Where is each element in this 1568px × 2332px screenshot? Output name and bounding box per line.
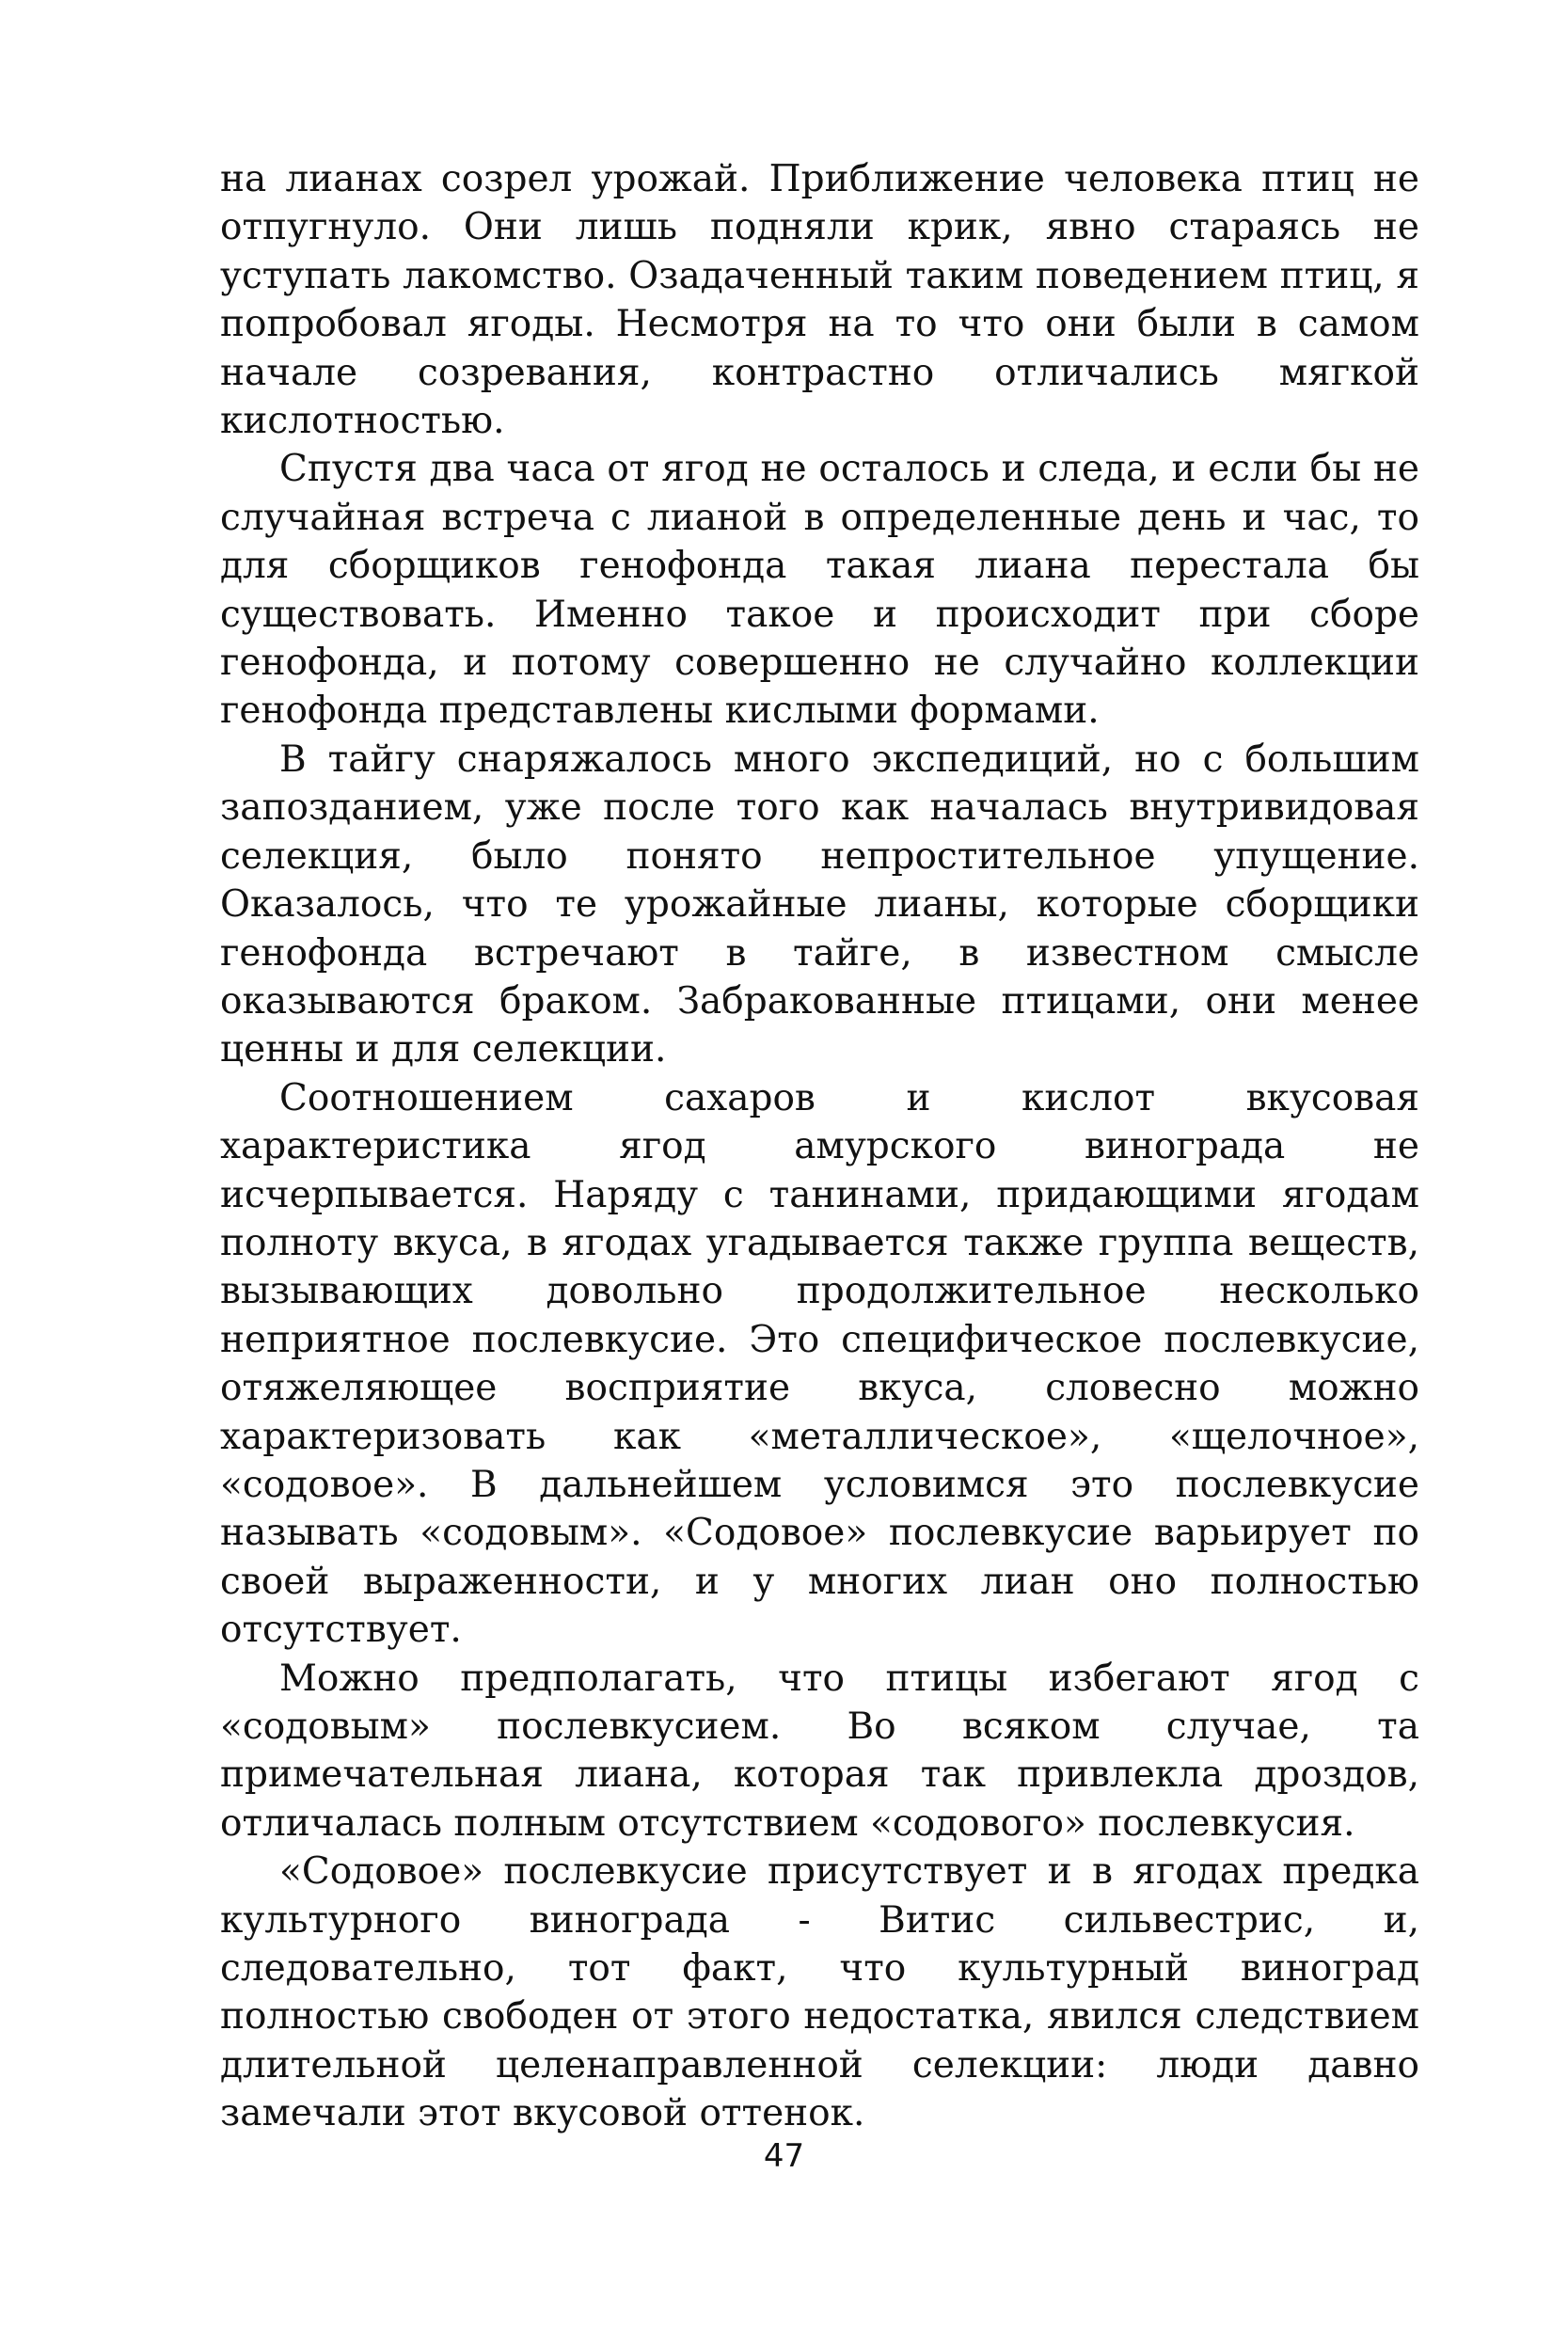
paragraph: Соотношением сахаров и кислот вкусовая характеристика ягод амурского винограда не исчерпывается. Наряду с танинами, придающими ягодам полноту вкуса, в ягодах угадывается также группа веществ, вызывающих довольно продолжительное несколько неприятное послевкусие. Это специфическое послевкусие, отяжеляющее восприятие вкуса, словесно можно характеризовать как «металлическое», «щелочное», «содовое». В дальнейшем условимся это послевкусие называть «содовым». «Содовое» послевкусие варьирует по своей выраженности, и у многих лиан оно полностью отсутствует.	[220, 1076, 1419, 1652]
paragraph: В тайгу снаряжалось много экспедиций, но с большим запозданием, уже после того как началась внутривидовая селекция, было понято непростительное упущение. Оказалось, что те урожайные лианы, которые сборщики генофонда встречают в тайге, в известном смысле оказываются браком. Забракованные птицами, они менее ценны и для селекции.	[220, 738, 1419, 1071]
body-text	[220, 155, 1419, 2138]
page-number: 47	[763, 2137, 805, 2175]
paragraph-continuation: на лианах созрел урожай. Приближение человека птиц не отпугнуло. Они лишь подняли крик, явно стараясь не уступать лакомство. Озадаченный таким поведением птиц, я попробовал ягоды. Несмотря на то что они были в самом начале созревания, контрастно отличались мягкой кислотностью.	[220, 158, 1419, 443]
paragraph: Можно предполагать, что птицы избегают ягод с «содовым» послевкусием. Во всяком случае, та примечательная лиана, которая так привлекла дроздов, отличалась полным отсутствием «содового» послевкусия.	[220, 1657, 1419, 1845]
paragraph: «Содовое» послевкусие присутствует и в ягодах предка культурного винограда - Витис сильвестрис, и, следовательно, тот факт, что культурный виноград полностью свободен от этого недостатка, явился следствием длительной целенаправленной селекции: люди давно замечали этот вкусовой оттенок.	[220, 1850, 1419, 2135]
paragraph: Спустя два часа от ягод не осталось и следа, и если бы не случайная встреча с лианой в определенные день и час, то для сборщиков генофонда такая лиана перестала бы существовать. Именно такое и происходит при сборе генофонда, и потому совершенно не случайно коллекции генофонда представлены кислыми формами.	[220, 448, 1419, 733]
